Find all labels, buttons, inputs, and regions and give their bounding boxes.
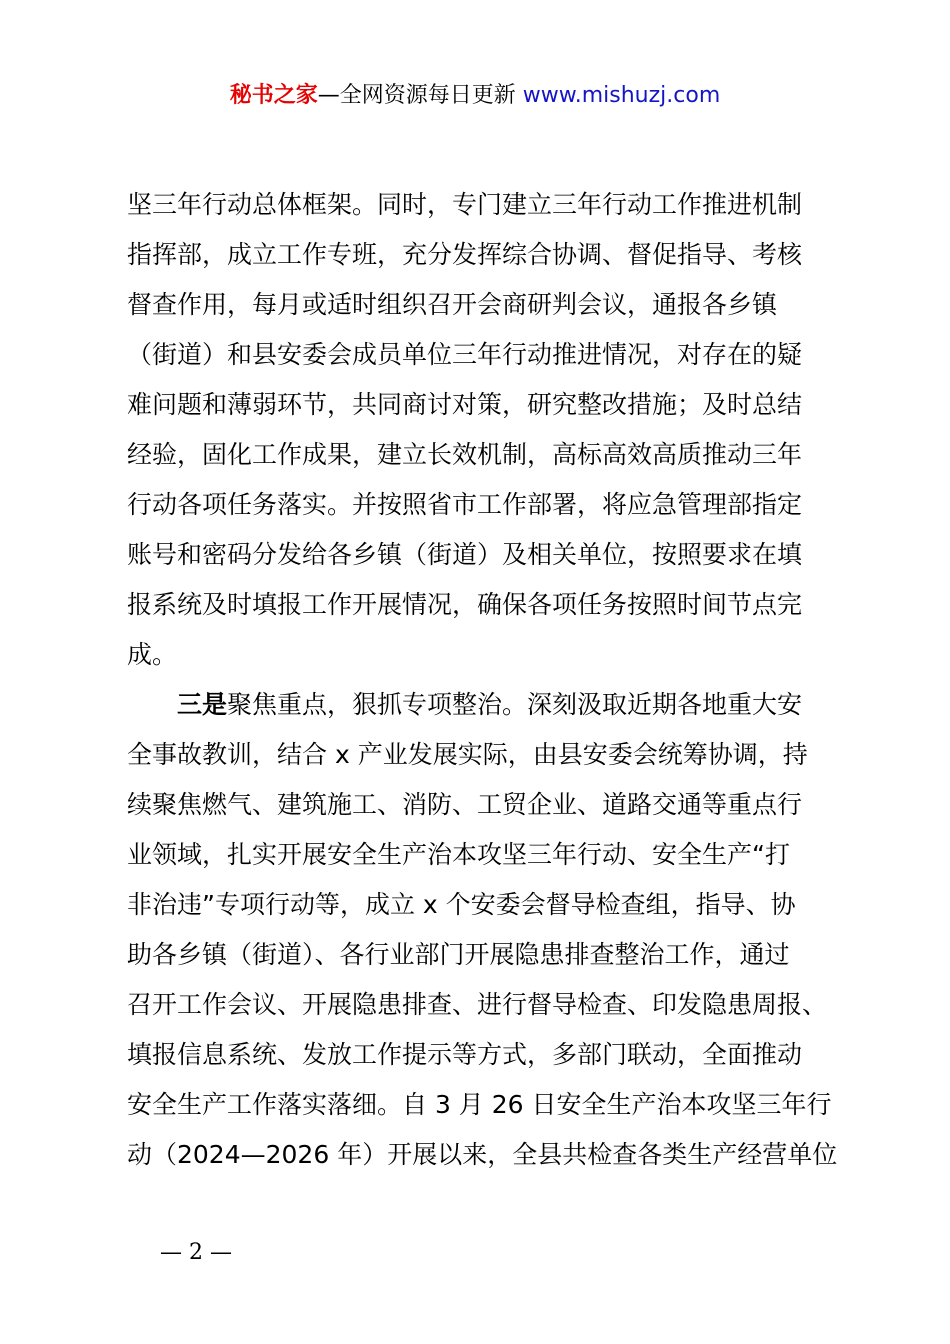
- text-line: 助各乡镇（街道）、各行业部门开展隐患排查整治工作，通过: [127, 940, 790, 969]
- text-line: 动（2024—2026 年）开展以来，全县共检查各类生产经营单位: [127, 1140, 838, 1169]
- text-line: 召开工作会议、开展隐患排查、进行督导检查、印发隐患周报、: [127, 990, 828, 1019]
- text-line: 督查作用，每月或适时组织召开会商研判会议，通报各乡镇: [127, 290, 778, 319]
- page-number: — 2 —: [160, 1240, 232, 1265]
- text-line: 账号和密码分发给各乡镇（街道）及相关单位，按照要求在填: [127, 540, 803, 569]
- text-line: 全事故教训，结合 x 产业发展实际，由县安委会统筹协调，持: [127, 740, 808, 769]
- text-line: 填报信息系统、发放工作提示等方式，多部门联动，全面推动: [127, 1040, 803, 1069]
- text-line: 难问题和薄弱环节，共同商讨对策，研究整改措施；及时总结: [127, 390, 803, 419]
- page-header: [0, 80, 950, 112]
- paragraph-2: [127, 680, 847, 1180]
- text-line: 成。: [127, 640, 178, 669]
- text-line: 非治违”专项行动等，成立 x 个安委会督导检查组，指导、协: [127, 890, 796, 919]
- text-line: （街道）和县安委会成员单位三年行动推进情况，对存在的疑: [127, 340, 803, 369]
- site-url[interactable]: www.mishuzj.com: [522, 83, 721, 108]
- document-body: [127, 180, 847, 1180]
- text-line: 坚三年行动总体框架。同时，专门建立三年行动工作推进机制: [127, 190, 803, 219]
- text-line-first: [127, 680, 847, 730]
- text-line: 安全生产工作落实落细。自 3 月 26 日安全生产治本攻坚三年行: [127, 1090, 832, 1119]
- paragraph-lead: 三是: [177, 690, 228, 719]
- text-line: 业领域，扎实开展安全生产治本攻坚三年行动、安全生产“打: [127, 840, 790, 869]
- header-tagline: —全网资源每日更新: [317, 83, 516, 108]
- paragraph-first-line-text: 聚焦重点，狠抓专项整治。深刻汲取近期各地重大安: [227, 690, 803, 719]
- text-line: 续聚焦燃气、建筑施工、消防、工贸企业、道路交通等重点行: [127, 790, 803, 819]
- text-line: 指挥部，成立工作专班，充分发挥综合协调、督促指导、考核: [127, 240, 803, 269]
- text-line: 行动各项任务落实。并按照省市工作部署，将应急管理部指定: [127, 490, 803, 519]
- text-line: 报系统及时填报工作开展情况，确保各项任务按照时间节点完: [127, 590, 803, 619]
- text-line: 经验，固化工作成果，建立长效机制，高标高效高质推动三年: [127, 440, 803, 469]
- paragraph-1: [127, 180, 847, 680]
- brand-name: 秘书之家: [229, 83, 318, 108]
